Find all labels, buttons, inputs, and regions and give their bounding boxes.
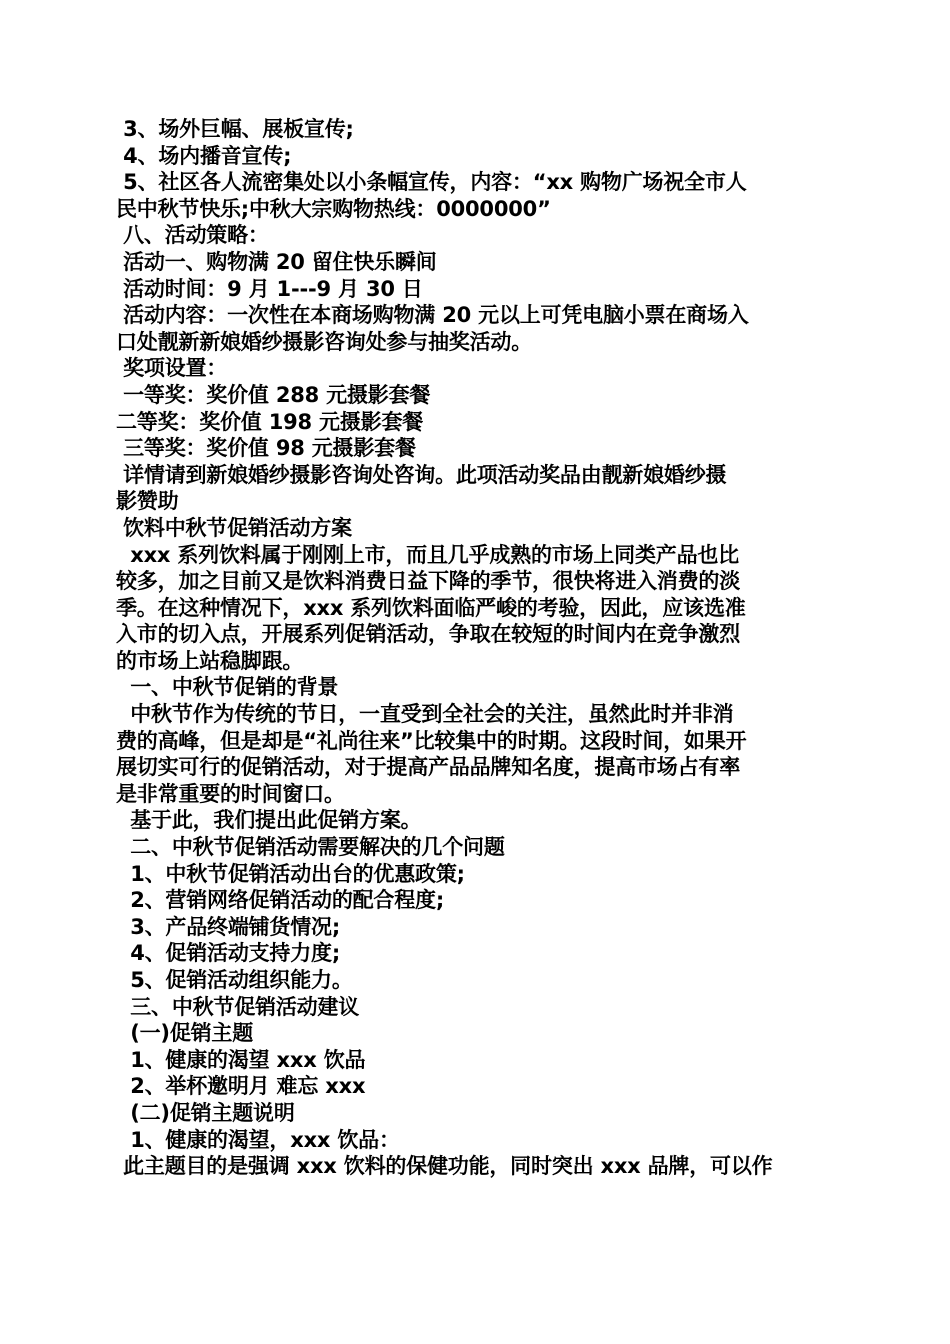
text-line: 影赞助 [116, 489, 179, 514]
list-item: 1、健康的渴望，xxx 饮品： [116, 1127, 400, 1152]
text-line: 二等奖：奖价值 198 元摄影套餐 [116, 409, 424, 434]
text-line: 季。在这种情况下，xxx 系列饮料面临严峻的考验，因此，应该选准 [116, 595, 746, 620]
text-line: 的市场上站稳脚跟。 [116, 648, 304, 673]
text-line: 活动时间：9 月 1---9 月 30 日 [116, 276, 423, 301]
text-line: 活动内容：一次性在本商场购物满 20 元以上可凭电脑小票在商场入 [116, 303, 749, 328]
list-item: 3、产品终端铺货情况; [116, 914, 341, 939]
list-item: 4、促销活动支持力度; [116, 941, 341, 966]
subsection-heading: (二)促销主题说明 [116, 1100, 295, 1125]
text-line: 基于此，我们提出此促销方案。 [116, 808, 422, 833]
text-line: 展切实可行的促销活动，对于提高产品品牌知名度，提高市场占有率 [116, 755, 740, 780]
text-line: xxx 系列饮料属于刚刚上市，而且几乎成熟的市场上同类产品也比 [116, 542, 739, 567]
text-line: 较多，加之目前又是饮料消费日益下降的季节，很快将进入消费的淡 [116, 569, 740, 594]
text-line: 是非常重要的时间窗口。 [116, 781, 345, 806]
list-item: 2、营销网络促销活动的配合程度; [116, 888, 445, 913]
section-heading: 一、中秋节促销的背景 [116, 675, 339, 700]
text-line: 中秋节作为传统的节日，一直受到全社会的关注，虽然此时并非消 [116, 702, 734, 727]
text-line: 奖项设置： [116, 356, 228, 381]
text-line: 口处靓新新娘婚纱摄影咨询处参与抽奖活动。 [116, 329, 532, 354]
text-line: 入市的切入点，开展系列促销活动，争取在较短的时间内在竞争激烈 [116, 622, 740, 647]
text-line: 详情请到新娘婚纱摄影咨询处咨询。此项活动奖品由靓新娘婚纱摄 [116, 462, 727, 487]
document-page [116, 116, 840, 1180]
list-item: 2、举杯邀明月 难忘 xxx [116, 1074, 366, 1099]
text-line: 费的高峰，但是却是“礼尚往来”比较集中的时期。这段时间，如果开 [116, 728, 747, 753]
text-line: 三等奖：奖价值 98 元摄影套餐 [116, 436, 416, 461]
text-line: 一等奖：奖价值 288 元摄影套餐 [116, 382, 431, 407]
text-line: 民中秋节快乐;中秋大宗购物热线：0000000” [116, 196, 551, 221]
section-heading: 三、中秋节促销活动建议 [116, 994, 360, 1019]
list-item: 1、中秋节促销活动出台的优惠政策; [116, 861, 465, 886]
document-title: 饮料中秋节促销活动方案 [116, 515, 352, 540]
text-line: 5、社区各人流密集处以小条幅宣传，内容：“xx 购物广场祝全市人 [116, 170, 747, 195]
text-line: 此主题目的是强调 xxx 饮料的保健功能，同时突出 xxx 品牌，可以作 [116, 1154, 773, 1179]
text-line: 3、场外巨幅、展板宣传; [116, 117, 354, 141]
text-line: 4、场内播音宣传; [116, 143, 292, 168]
list-item: 5、促销活动组织能力。 [116, 968, 353, 992]
section-heading: 二、中秋节促销活动需要解决的几个问题 [116, 835, 505, 860]
subsection-heading: (一)促销主题 [116, 1021, 254, 1046]
section-heading: 八、活动策略： [116, 223, 269, 248]
text-line: 活动一、购物满 20 留住快乐瞬间 [116, 249, 437, 274]
list-item: 1、健康的渴望 xxx 饮品 [116, 1047, 366, 1072]
